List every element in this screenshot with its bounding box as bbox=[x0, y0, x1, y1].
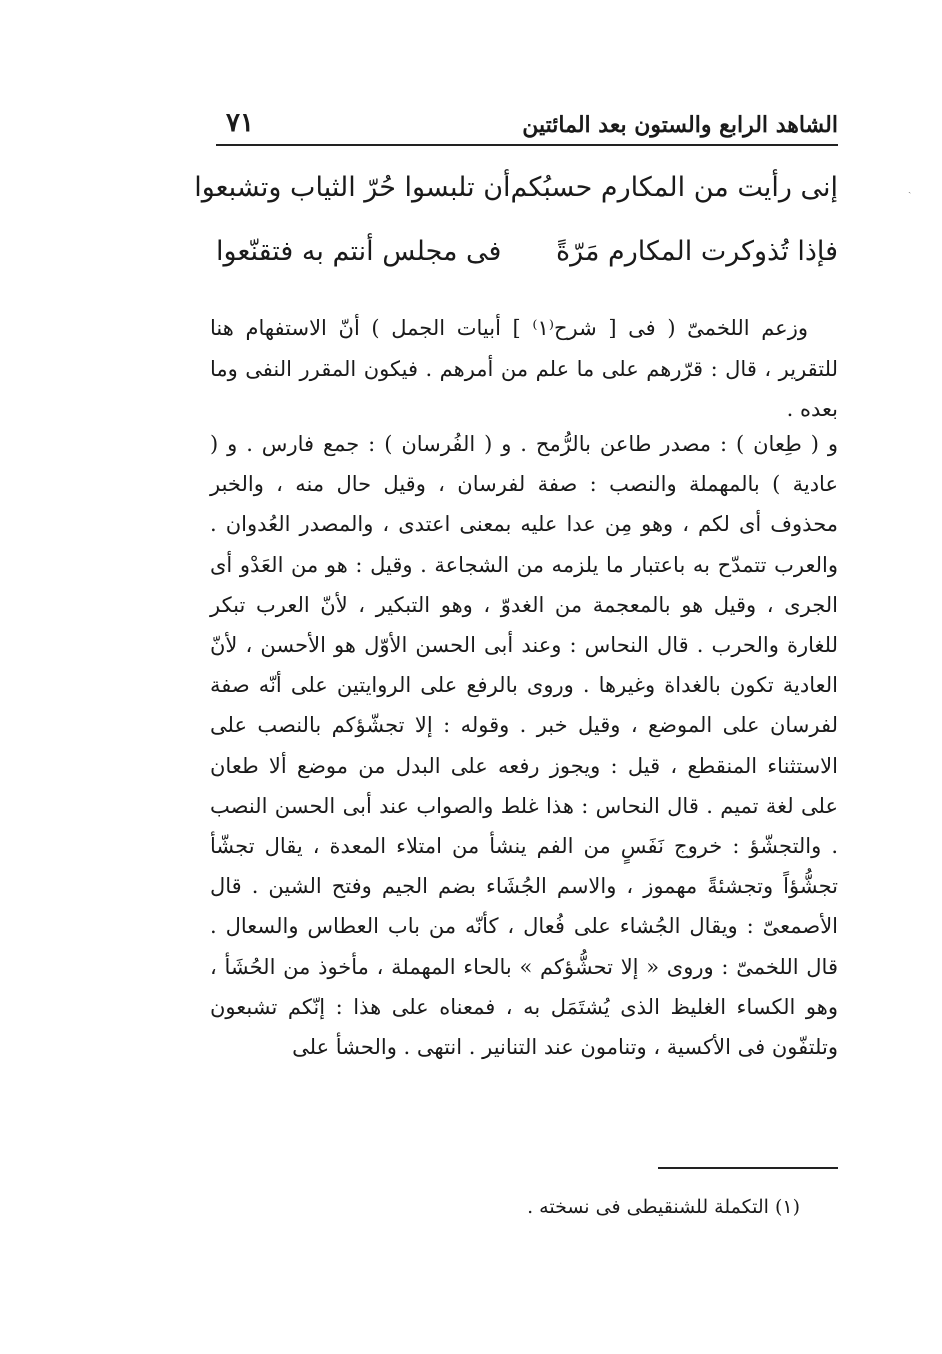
verse-line-1 bbox=[194, 172, 838, 203]
commentary-paragraph-1: وزعم اللخمىّ ( فى [ شرح⁽١⁾ ] أبيات الجمل ) أنّ الاستفهام هنا للتقرير ، قال : قرّرهم على ما علم من أمرهم . فيكون المقرر النفى وما بعده . bbox=[210, 316, 838, 421]
footnote-divider bbox=[658, 1167, 838, 1169]
commentary-paragraph-2: و ( طِعان ) : مصدر طاعن بالرُّمح . و ( الفُرسان ) : جمع فارس . و ( عادية ) بالمهملة والنصب : صفة لفرسان ، وقيل حال منه ، والخبر محذوف أى لكم ، وهو مِن عدا عليه بمعنى اعتدى ، والمصدر العُدوان . والعرب تتمدّح به باعتبار ما يلزمه من الشجاعة . وقيل : هو من العَدْو أى الجرى ، وقيل هو بالمعجمة من الغدوّ ، وهو التبكير ، لأنّ العرب تبكر للغارة والحرب . قال النحاس : وعند أبى الحسن الأوّل هو الأحسن ، لأنّ العادية تكون بالغداة وغيرها . وروى بالرفع على الروايتين على أنّه صفة لفرسان على الموضع ، وقيل خبر . وقوله : إلا تجشّؤكم بالنصب على الاستثناء المنقطع ، قيل : ويجوز رفعه على البدل من موضع ألا طعان على لغة تميم . قال النحاس : هذا غلط والصواب عند أبى الحسن النصب . والتجشّؤ : خروج نَفَسٍ من الفم ينشأ من امتلاء المعدة ، يقال تجشّأ تجشُّؤاً وتجشئةً مهموز ، والاسم الجُشَاء بضم الجيم وفتح الشين . قال الأصمعىّ : ويقال الجُشاء على فُعال ، كأنّه من باب العطاس والسعال . قال اللخمىّ : وروى « إلا تحشُّؤكم » بالحاء المهملة ، مأخوذ من الحُشَأ ، وهو الكساء الغليظ الذى يُشتَمَل به ، فمعناه على هذا : إنّكم تشبعون وتلتفّون فى الأكسية ، وتنامون عند التنانير . انتهى . والحشأ على bbox=[210, 432, 838, 1060]
footnote: (١) التكملة للشنقيطى فى نسخته . bbox=[527, 1196, 800, 1218]
page-header bbox=[216, 98, 838, 146]
scan-speck: ˎ bbox=[908, 183, 912, 194]
running-title: الشاهد الرابع والستون بعد المائتين bbox=[522, 112, 838, 138]
page-number: ٧١ bbox=[226, 108, 254, 138]
verse-line-2 bbox=[216, 236, 838, 267]
verse-1-second-hemistich: أن تلبسوا حُرّ الثياب وتشبعوا bbox=[194, 172, 511, 203]
verse-2-second-hemistich: فى مجلس أنتم به فتقنّعوا bbox=[216, 236, 502, 267]
verse-1-first-hemistich: إنى رأيت من المكارم حسبُكم bbox=[510, 172, 838, 203]
verse-2-first-hemistich: فإذا تُذوكرت المكارم مَرّةً bbox=[555, 236, 838, 267]
